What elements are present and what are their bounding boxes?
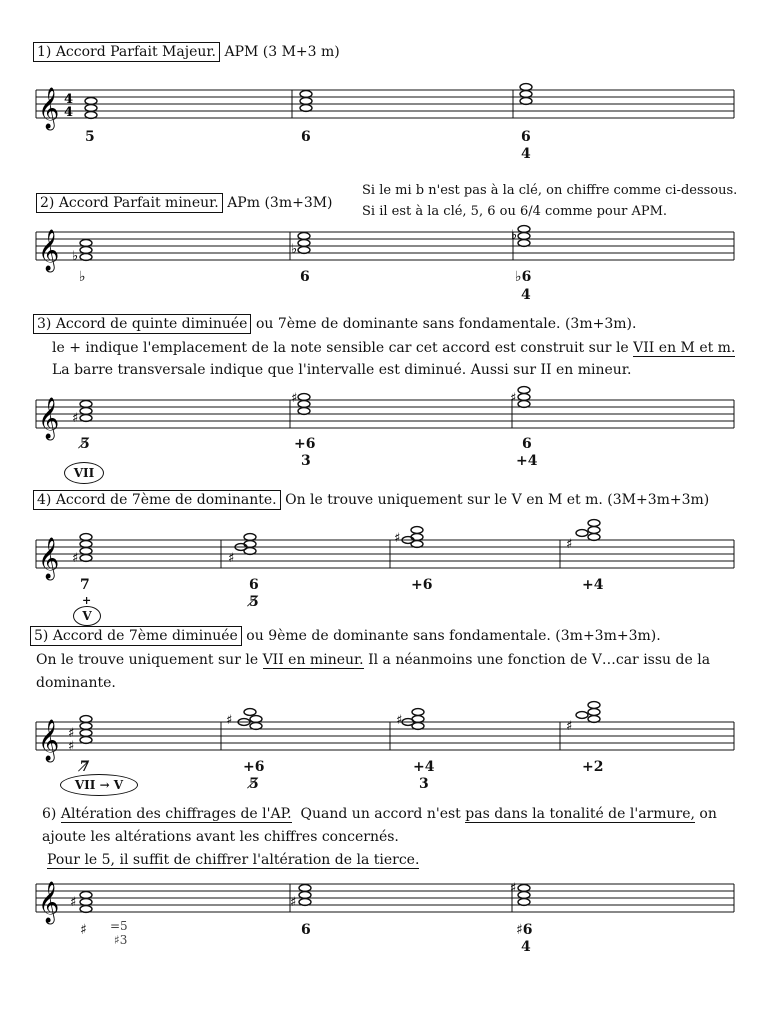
sharp-icon: ♯ bbox=[291, 391, 298, 406]
s4-rest: On le trouve uniquement sur le V en M et m. (3M+3m+3m) bbox=[285, 492, 710, 508]
staff-4 bbox=[0, 530, 768, 590]
svg-text:♯: ♯ bbox=[290, 895, 297, 910]
note bbox=[85, 98, 97, 105]
s3-rest: ou 7ème de dominante sans fondamentale. (3m+3m). bbox=[255, 316, 637, 332]
note bbox=[300, 98, 312, 105]
s6-line-1c: Quand un accord n'est bbox=[300, 806, 461, 822]
note bbox=[300, 91, 312, 98]
s5-fig-3a: +4 bbox=[413, 759, 435, 775]
note bbox=[520, 84, 532, 91]
svg-text:♯: ♯ bbox=[566, 537, 573, 552]
s3-degree-oval: VII bbox=[64, 462, 104, 484]
s6-line-2: ajoute les altérations avant les chiffres concernés. bbox=[42, 829, 399, 845]
svg-text:♯: ♯ bbox=[68, 739, 75, 754]
s6-fig-3b: 4 bbox=[521, 939, 531, 955]
s3-fig-3a: 6 bbox=[522, 436, 532, 452]
s4-heading bbox=[33, 492, 709, 508]
s2-fig-1: ♭ bbox=[79, 269, 86, 285]
s5-fig-2a: +6 bbox=[243, 759, 265, 775]
svg-text:♯: ♯ bbox=[394, 531, 401, 546]
svg-text:♯: ♯ bbox=[70, 895, 77, 910]
s5-heading bbox=[30, 628, 661, 644]
treble-clef-icon: 𝄞 bbox=[38, 882, 60, 923]
sharp-icon: ♯ bbox=[72, 411, 79, 426]
staff-5 bbox=[0, 712, 768, 772]
s5-line-3: dominante. bbox=[36, 675, 116, 691]
flat-icon: ♭ bbox=[511, 228, 518, 243]
s5-line-2b: VII en mineur. bbox=[262, 652, 364, 668]
treble-clef-icon: 𝄞 bbox=[38, 230, 60, 271]
treble-clef-icon: 𝄞 bbox=[38, 398, 60, 439]
svg-text:♯: ♯ bbox=[510, 881, 517, 896]
s3-line-3: La barre transversale indique que l'intervalle est diminué. Aussi sur II en mineur. bbox=[52, 362, 632, 378]
s3-fig-2a: +6 bbox=[294, 436, 316, 452]
s2-fig-3a: ♭6 bbox=[515, 269, 532, 285]
s1-fig-3b: 4 bbox=[521, 146, 531, 162]
s6-line-1e: on bbox=[699, 806, 717, 822]
s5-degree-oval: VII → V bbox=[60, 774, 138, 796]
s1-formula: APM (3 M+3 m) bbox=[224, 44, 340, 60]
treble-clef-icon: 𝄞 bbox=[38, 720, 60, 761]
s3-fig-3b: +4 bbox=[516, 453, 538, 469]
s4-title: 4) Accord de 7ème de dominante. bbox=[33, 490, 281, 510]
s3-heading bbox=[33, 316, 636, 332]
svg-text:♯: ♯ bbox=[566, 719, 573, 734]
s5-fig-4: +2 bbox=[582, 759, 604, 775]
s2-fig-2: 6 bbox=[300, 269, 310, 285]
s1-fig-1: 5 bbox=[85, 129, 95, 145]
s6-fig-sharp3: ♯3 bbox=[114, 933, 128, 947]
s2-note-2: Si il est à la clé, 5, 6 ou 6/4 comme pour APM. bbox=[362, 204, 668, 219]
s5-fig-1: 7̸ bbox=[80, 759, 90, 775]
time-sig-top: 4 bbox=[64, 92, 74, 107]
s1-heading bbox=[33, 44, 340, 60]
staff-1 bbox=[0, 80, 768, 140]
s6-fig-1: ♯ bbox=[80, 922, 87, 938]
flat-icon: ♭ bbox=[291, 242, 298, 257]
s1-fig-3a: 6 bbox=[521, 129, 531, 145]
svg-text:♯: ♯ bbox=[228, 551, 235, 566]
s3-line-2 bbox=[52, 340, 735, 356]
s4-fig-2b: 5̸ bbox=[249, 594, 259, 610]
s6-title: Altération des chiffrages de l'AP. bbox=[60, 806, 292, 822]
s3-fig-2b: 3 bbox=[301, 453, 311, 469]
s2-heading bbox=[36, 195, 333, 211]
s3-title: 3) Accord de quinte diminuée bbox=[33, 314, 251, 334]
s5-title: 5) Accord de 7ème diminuée bbox=[30, 626, 242, 646]
s6-line-3: Pour le 5, il suffit de chiffrer l'altération de la tierce. bbox=[47, 852, 420, 868]
svg-text:♯: ♯ bbox=[396, 713, 403, 728]
sharp-icon: ♯ bbox=[510, 391, 517, 406]
s4-fig-2a: 6 bbox=[249, 577, 259, 593]
time-sig-bottom: 4 bbox=[64, 105, 74, 120]
staff-3 bbox=[0, 390, 768, 450]
s4-fig-1-plus: + bbox=[82, 594, 92, 607]
flat-icon: ♭ bbox=[72, 249, 79, 264]
s4-fig-3: +6 bbox=[411, 577, 433, 593]
s1-fig-2: 6 bbox=[301, 129, 311, 145]
svg-text:♯: ♯ bbox=[72, 551, 79, 566]
svg-text:♯: ♯ bbox=[68, 726, 75, 741]
note bbox=[520, 98, 532, 105]
s2-note-1: Si le mi b n'est pas à la clé, on chiffre comme ci-dessous. bbox=[362, 183, 738, 198]
s6-line-1 bbox=[42, 806, 717, 822]
s4-fig-1: 7 bbox=[80, 577, 90, 593]
treble-clef-icon: 𝄞 bbox=[38, 538, 60, 579]
s3-line-2a: le + indique l'emplacement de la note sensible car cet accord est construit sur le bbox=[52, 340, 629, 356]
note bbox=[85, 112, 97, 119]
s3-fig-1: 5̸ bbox=[80, 436, 90, 452]
svg-text:♯: ♯ bbox=[226, 713, 233, 728]
treble-clef-icon: 𝄞 bbox=[38, 88, 60, 129]
staff-2 bbox=[0, 222, 768, 282]
note bbox=[300, 105, 312, 112]
s6-fig-3a: ♯6 bbox=[516, 922, 533, 938]
s6-fig-equal5: =5 bbox=[110, 919, 128, 933]
s4-fig-4: +4 bbox=[582, 577, 604, 593]
s3-line-2b: VII en M et m. bbox=[633, 340, 736, 356]
s2-title: 2) Accord Parfait mineur. bbox=[36, 193, 223, 213]
s5-line-2a: On le trouve uniquement sur le bbox=[36, 652, 259, 668]
s1-title: 1) Accord Parfait Majeur. bbox=[33, 42, 220, 62]
s6-line-1d: pas dans la tonalité de l'armure, bbox=[465, 806, 695, 822]
s2-formula: APm (3m+3M) bbox=[227, 195, 333, 211]
s5-fig-3b: 3 bbox=[419, 776, 429, 792]
s6-fig-2: 6 bbox=[301, 922, 311, 938]
s5-line-2c: Il a néanmoins une fonction de V…car issu de la bbox=[368, 652, 711, 668]
s5-rest: ou 9ème de dominante sans fondamentale. (3m+3m+3m). bbox=[246, 628, 661, 644]
s5-line-2 bbox=[36, 652, 710, 668]
s5-fig-2b: 5̸ bbox=[249, 776, 259, 792]
note bbox=[85, 105, 97, 112]
s4-degree-oval: V bbox=[73, 606, 101, 626]
note bbox=[520, 91, 532, 98]
s2-fig-3b: 4 bbox=[521, 287, 531, 303]
s6-number: 6) bbox=[42, 806, 57, 822]
